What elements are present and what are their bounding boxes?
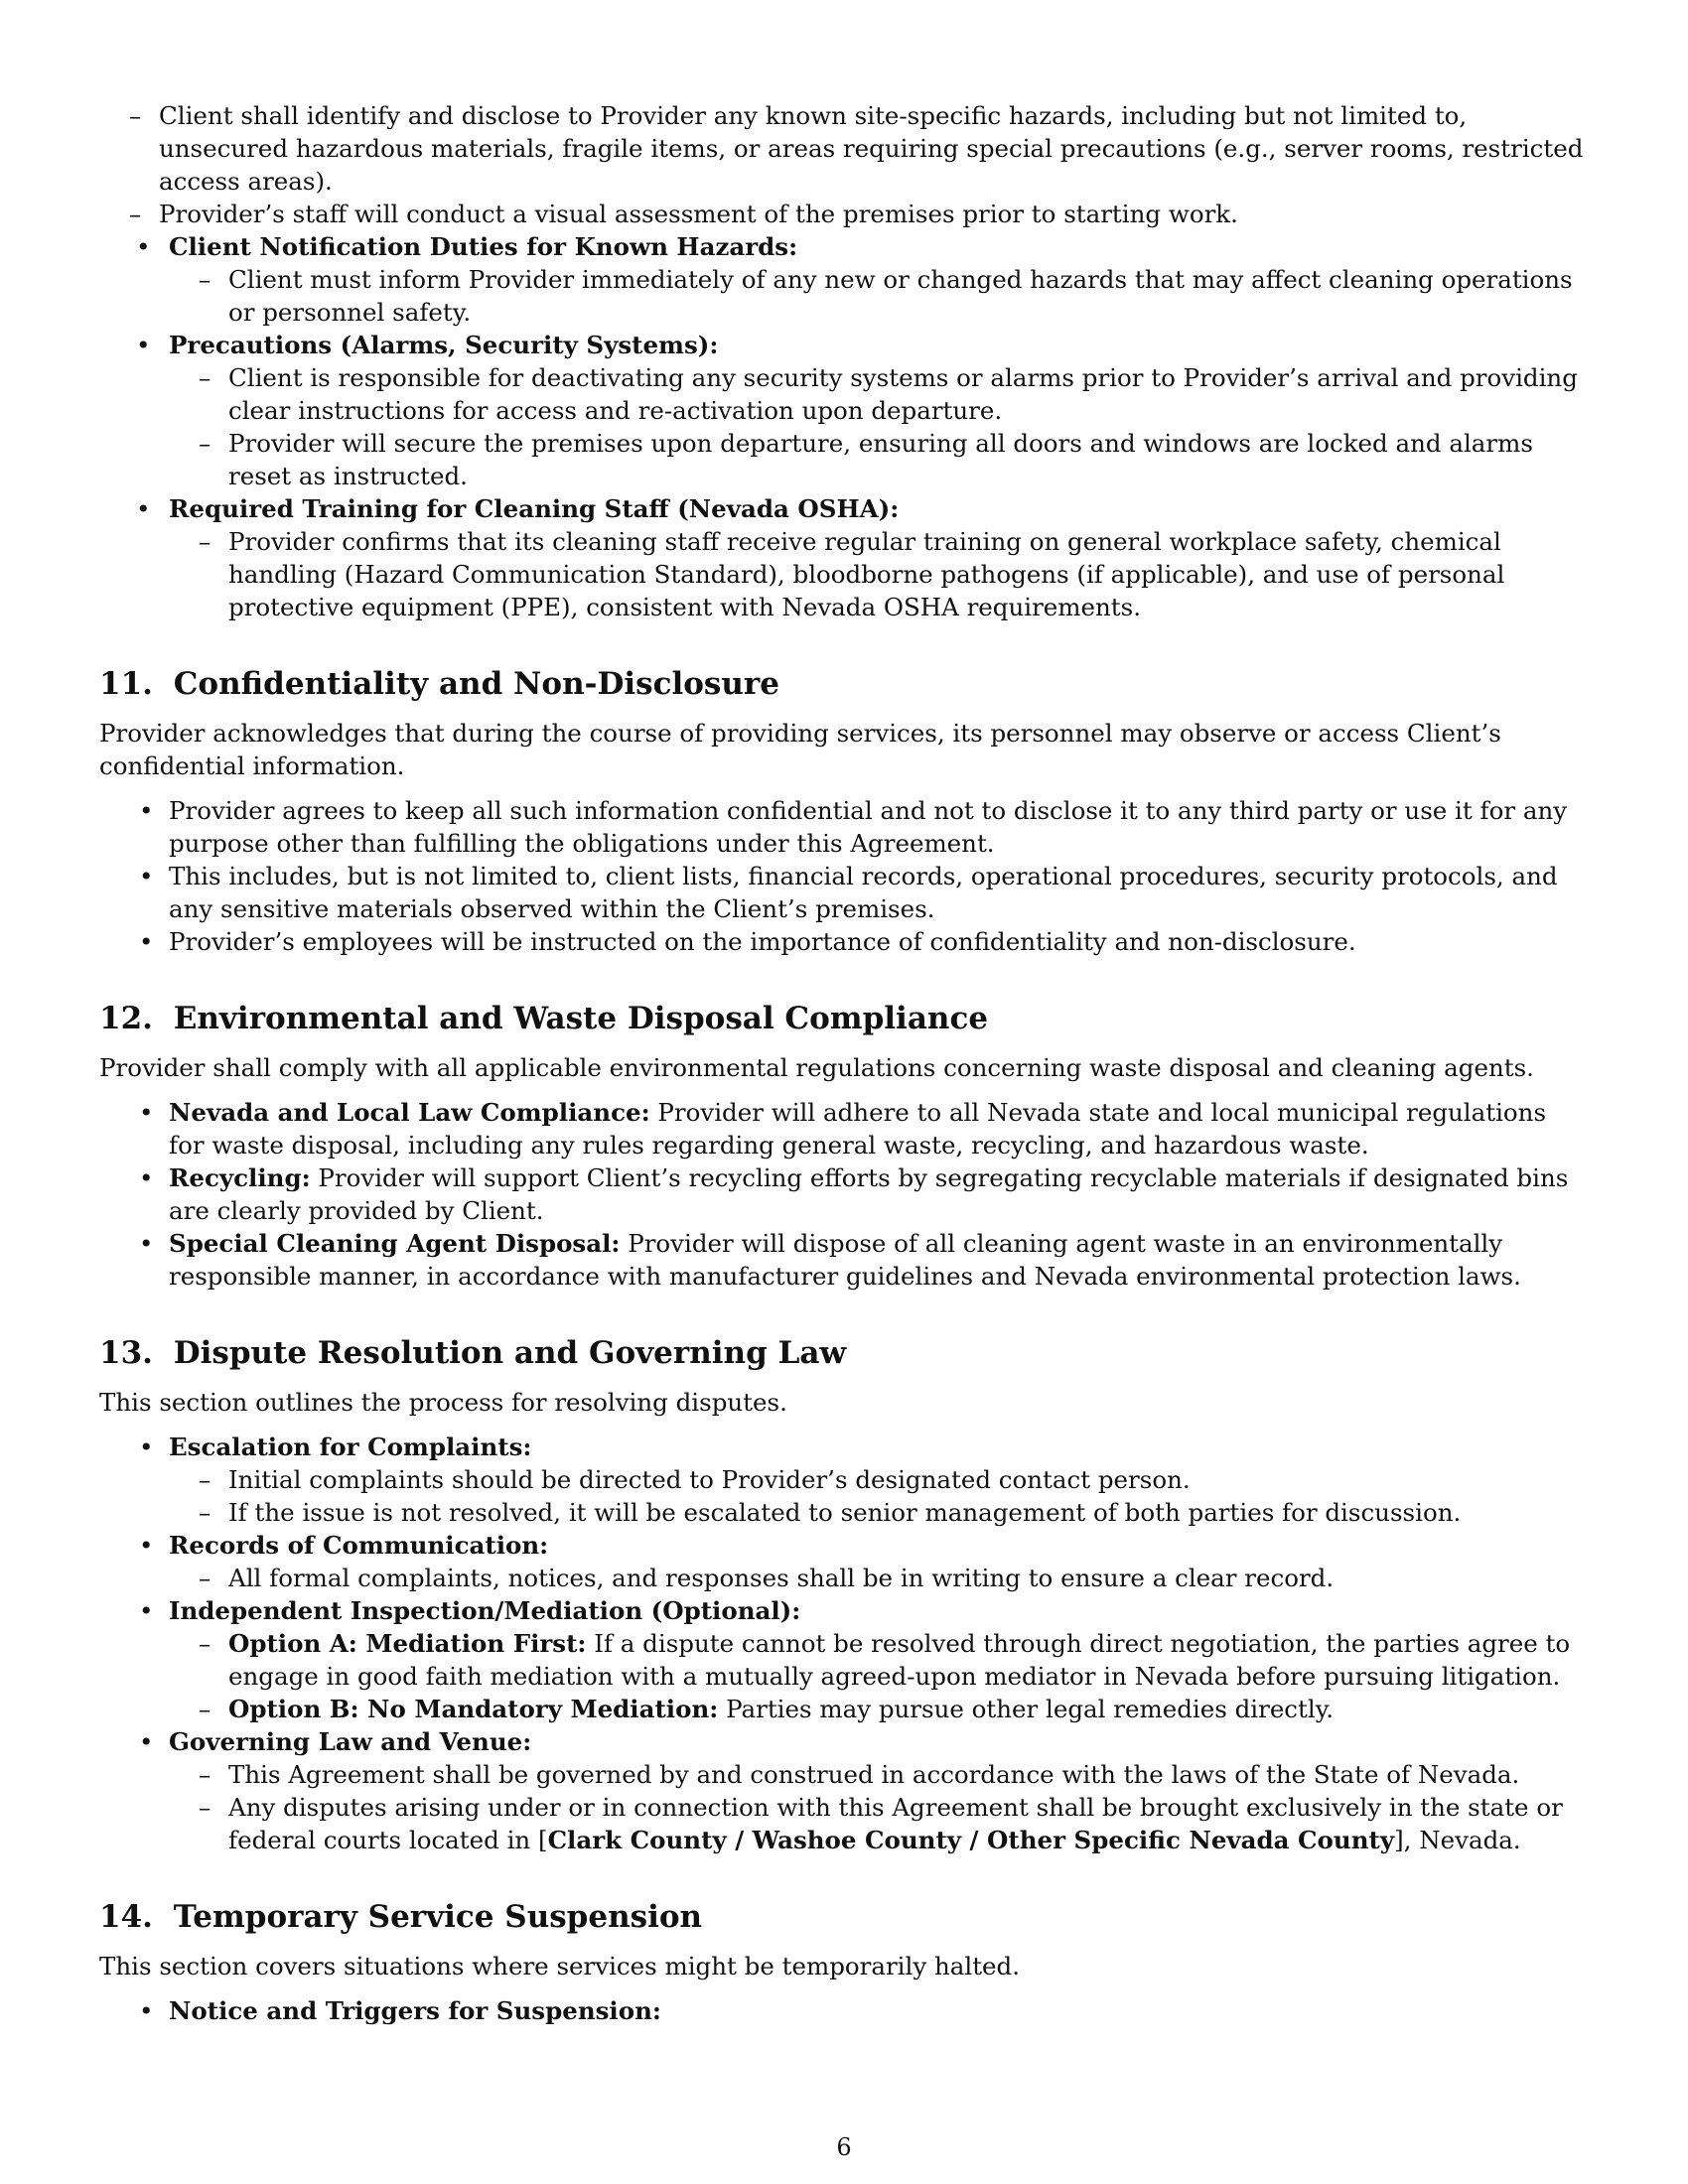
list-item: – If the issue is not resolved, it will be escalated to senior management of both parties for discussion. xyxy=(169,1496,1589,1529)
sub-list xyxy=(169,1627,1589,1725)
list-item xyxy=(99,1161,1589,1227)
list-item xyxy=(99,1096,1589,1161)
section-number: 13. xyxy=(99,1335,153,1371)
list-item: • This includes, but is not limited to, client lists, financial records, operational procedures, security protocols, and any sensitive materials observed within the Client’s premises. xyxy=(99,860,1589,925)
section-intro: This section covers situations where services might be temporarily halted. xyxy=(99,1952,1021,1980)
list-item xyxy=(169,1627,1589,1693)
list-item xyxy=(99,1994,1589,2027)
list-item: – Initial complaints should be directed to Provider’s designated contact person. xyxy=(169,1463,1589,1496)
list-item xyxy=(99,1529,1589,1594)
hazard-disclosure-list xyxy=(99,99,1589,230)
bullet-label: Recycling: xyxy=(169,1163,311,1192)
bullet-heading: Notice and Triggers for Suspension: xyxy=(169,1996,661,2025)
list-item xyxy=(99,1227,1589,1293)
sub-list xyxy=(169,1463,1589,1529)
list-item xyxy=(99,1725,1589,1856)
list-item: • Provider agrees to keep all such information confidential and not to disclose it to any third party or use it for any purpose other than fulfilling the obligations under this Agreement. xyxy=(99,794,1589,860)
venue-text-post: ], Nevada. xyxy=(1394,1826,1521,1854)
sub-list xyxy=(169,1758,1589,1856)
bullet-heading: Governing Law and Venue: xyxy=(169,1727,532,1756)
section-title: Dispute Resolution and Governing Law xyxy=(173,1335,847,1371)
list-item: – This Agreement shall be governed by and construed in accordance with the laws of the State of Nevada. xyxy=(169,1758,1589,1791)
venue-text-pre: Any disputes arising under or in connection with this Agreement shall be brought exclusively in the state or federal courts located in [ xyxy=(228,1793,1563,1854)
confidentiality-list xyxy=(99,794,1589,958)
section-number: 12. xyxy=(99,1001,153,1036)
list-item: – Client must inform Provider immediately of any new or changed hazards that may affect cleaning operations or personnel safety. xyxy=(169,263,1589,329)
section-intro: Provider acknowledges that during the course of providing services, its personnel may observe or access Client’s confidential information. xyxy=(99,719,1501,780)
list-item: – Provider confirms that its cleaning staff receive regular training on general workplace safety, chemical handling (Hazard Communication Standard), bloodborne pathogens (if applicable), and use of personal protective equipment (PPE), consistent with Nevada OSHA requirements. xyxy=(169,525,1589,623)
section-intro: This section outlines the process for resolving disputes. xyxy=(99,1388,787,1417)
section-heading-13 xyxy=(99,1334,1589,1372)
list-item: – Client shall identify and disclose to Provider any known site-specific hazards, including but not limited to, unsecured hazardous materials, fragile items, or areas requiring special precautions (e.g., server rooms, restricted access areas). xyxy=(99,99,1589,198)
list-item xyxy=(169,1791,1589,1856)
section-title: Confidentiality and Non-Disclosure xyxy=(173,666,779,702)
section-intro: Provider shall comply with all applicable environmental regulations concerning waste disposal and cleaning agents. xyxy=(99,1053,1534,1082)
bullet-heading: Precautions (Alarms, Security Systems): xyxy=(169,331,719,359)
bullet-heading: Required Training for Cleaning Staff (Nevada OSHA): xyxy=(169,494,900,523)
bullet-heading: Escalation for Complaints: xyxy=(169,1433,532,1461)
option-label: Option B: No Mandatory Mediation: xyxy=(228,1695,719,1723)
section-title: Environmental and Waste Disposal Compliance xyxy=(173,1001,989,1036)
list-item xyxy=(99,1594,1589,1725)
sub-list xyxy=(169,525,1589,623)
list-item xyxy=(99,230,1589,329)
bullet-heading: Independent Inspection/Mediation (Optional): xyxy=(169,1596,801,1625)
page-number: 6 xyxy=(836,2133,852,2161)
section-heading-14 xyxy=(99,1898,1589,1936)
list-item xyxy=(99,1431,1589,1529)
option-text: If a dispute cannot be resolved through direct negotiation, the parties agree to engage in good faith mediation with a mutually agreed-upon mediator in Nevada before pursuing litigation. xyxy=(228,1629,1571,1691)
dispute-list xyxy=(99,1431,1589,1856)
option-text: Parties may pursue other legal remedies directly. xyxy=(718,1695,1335,1723)
list-item: – All formal complaints, notices, and responses shall be in writing to ensure a clear record. xyxy=(169,1562,1589,1594)
bullet-heading: Records of Communication: xyxy=(169,1531,549,1560)
sub-list xyxy=(169,263,1589,329)
list-item: • Provider’s employees will be instructed on the importance of confidentiality and non-disclosure. xyxy=(99,925,1589,958)
safety-duties-list xyxy=(99,230,1589,623)
bullet-heading: Client Notification Duties for Known Hazards: xyxy=(169,232,798,261)
bullet-text: Provider will adhere to all Nevada state and local municipal regulations for waste disposal, including any rules regarding general waste, recycling, and hazardous waste. xyxy=(169,1098,1547,1160)
environmental-list xyxy=(99,1096,1589,1293)
list-item xyxy=(99,329,1589,492)
page-content xyxy=(99,99,1589,2027)
bullet-text: Provider will dispose of all cleaning agent waste in an environmentally responsible manner, in accordance with manufacturer guidelines and Nevada environmental protection laws. xyxy=(169,1229,1521,1291)
section-number: 11. xyxy=(99,666,153,702)
section-heading-11 xyxy=(99,665,1589,703)
bullet-label: Special Cleaning Agent Disposal: xyxy=(169,1229,621,1258)
suspension-list xyxy=(99,1994,1589,2027)
list-item xyxy=(99,492,1589,623)
bullet-label: Nevada and Local Law Compliance: xyxy=(169,1098,650,1127)
sub-list xyxy=(169,1562,1589,1594)
section-title: Temporary Service Suspension xyxy=(173,1899,703,1935)
list-item xyxy=(169,1693,1589,1725)
section-number: 14. xyxy=(99,1899,153,1935)
sub-list xyxy=(169,361,1589,492)
option-label: Option A: Mediation First: xyxy=(228,1629,587,1658)
list-item: – Provider’s staff will conduct a visual assessment of the premises prior to starting work. xyxy=(99,198,1589,230)
venue-county-options: Clark County / Washoe County / Other Specific Nevada County xyxy=(547,1826,1395,1854)
list-item: – Provider will secure the premises upon departure, ensuring all doors and windows are locked and alarms reset as instructed. xyxy=(169,427,1589,492)
section-heading-12 xyxy=(99,1000,1589,1037)
list-item: – Client is responsible for deactivating any security systems or alarms prior to Provider’s arrival and providing clear instructions for access and re-activation upon departure. xyxy=(169,361,1589,427)
bullet-text: Provider will support Client’s recycling efforts by segregating recyclable materials if designated bins are clearly provided by Client. xyxy=(169,1163,1569,1225)
